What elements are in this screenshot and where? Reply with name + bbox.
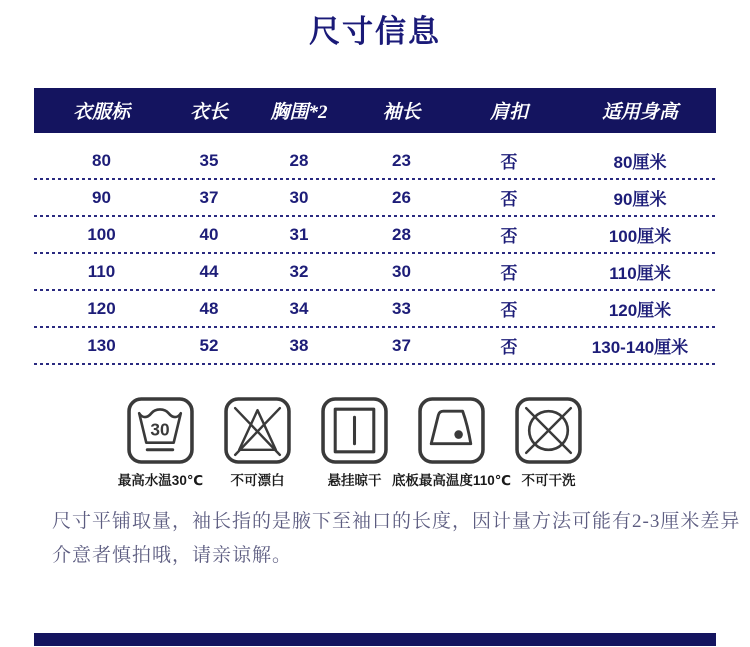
table-cell: 80厘米 xyxy=(613,153,667,172)
table-cell: 80 xyxy=(92,150,111,170)
table-cell: 120 xyxy=(87,298,116,318)
table-header-row xyxy=(34,88,716,133)
care-label: 不可漂白 xyxy=(230,473,285,488)
header-cell-length: 衣长 xyxy=(189,102,228,123)
table-cell: 23 xyxy=(392,150,411,170)
table-cell: 44 xyxy=(199,261,219,281)
care-item xyxy=(112,397,209,489)
header-cell-shoulder-button: 肩扣 xyxy=(489,102,528,123)
table-cell: 32 xyxy=(289,261,309,281)
table-cell: 52 xyxy=(199,335,219,355)
table-cell: 否 xyxy=(500,153,518,172)
table-row xyxy=(34,217,716,252)
table-cell: 28 xyxy=(392,224,411,244)
table-cell: 130-140厘米 xyxy=(591,338,689,357)
table-cell: 110 xyxy=(87,261,116,281)
header-cell-chest: 胸围*2 xyxy=(270,102,328,123)
care-label: 底板最高温度110℃ xyxy=(391,473,512,488)
care-label: 不可干洗 xyxy=(521,473,576,488)
table-cell: 38 xyxy=(289,335,309,355)
table-cell: 否 xyxy=(500,301,518,320)
table-cell: 否 xyxy=(500,227,518,246)
care-item xyxy=(209,397,306,489)
care-icons-section xyxy=(112,397,750,489)
svg-text:30: 30 xyxy=(150,419,170,440)
note-line-1: 尺寸平铺取量，袖长指的是腋下至袖口的长度，因计量方法可能有2-3厘米差异 xyxy=(52,511,741,532)
no-dry-clean-icon xyxy=(515,397,582,464)
table-cell: 28 xyxy=(289,150,309,170)
table-row xyxy=(34,291,716,326)
iron-110-icon xyxy=(418,397,485,464)
header-cell-sleeve: 袖长 xyxy=(382,102,421,123)
header-cell-height: 适用身高 xyxy=(601,102,678,123)
size-table xyxy=(34,88,716,365)
table-body xyxy=(34,143,716,365)
table-cell: 30 xyxy=(289,187,309,207)
care-label: 最高水温30℃ xyxy=(117,473,204,488)
table-row xyxy=(34,180,716,215)
dashed-divider xyxy=(34,363,716,365)
care-item xyxy=(500,397,597,489)
table-cell: 37 xyxy=(392,335,411,355)
table-cell: 100 xyxy=(87,224,116,244)
table-cell: 120厘米 xyxy=(608,301,672,320)
table-row xyxy=(34,254,716,289)
care-item xyxy=(391,397,512,489)
header-cell-label: 衣服标 xyxy=(72,102,130,123)
table-cell: 37 xyxy=(199,187,219,207)
table-cell: 26 xyxy=(392,187,411,207)
table-cell: 35 xyxy=(199,150,219,170)
table-cell: 否 xyxy=(500,264,518,283)
table-cell: 34 xyxy=(289,298,309,318)
care-item xyxy=(306,397,403,489)
table-cell: 90 xyxy=(92,187,111,207)
table-row xyxy=(34,328,716,363)
table-cell: 100厘米 xyxy=(608,227,672,246)
table-cell: 110厘米 xyxy=(609,264,671,283)
care-label: 悬挂晾干 xyxy=(327,473,382,488)
table-cell: 40 xyxy=(199,224,219,244)
page-title: 尺寸信息 xyxy=(309,14,441,49)
table-cell: 48 xyxy=(199,298,219,318)
wash-30-icon xyxy=(127,397,194,464)
table-cell: 130 xyxy=(87,335,116,355)
note-line-2: 介意者慎拍哦，请亲谅解。 xyxy=(52,545,293,566)
table-cell: 90厘米 xyxy=(613,190,667,209)
table-cell: 30 xyxy=(392,261,411,281)
table-row xyxy=(34,143,716,178)
table-cell: 33 xyxy=(392,298,411,318)
table-cell: 31 xyxy=(289,224,309,244)
table-cell: 否 xyxy=(500,190,518,209)
no-bleach-icon xyxy=(224,397,291,464)
hang-dry-icon xyxy=(321,397,388,464)
note-text xyxy=(52,505,750,573)
table-cell: 否 xyxy=(500,338,518,357)
